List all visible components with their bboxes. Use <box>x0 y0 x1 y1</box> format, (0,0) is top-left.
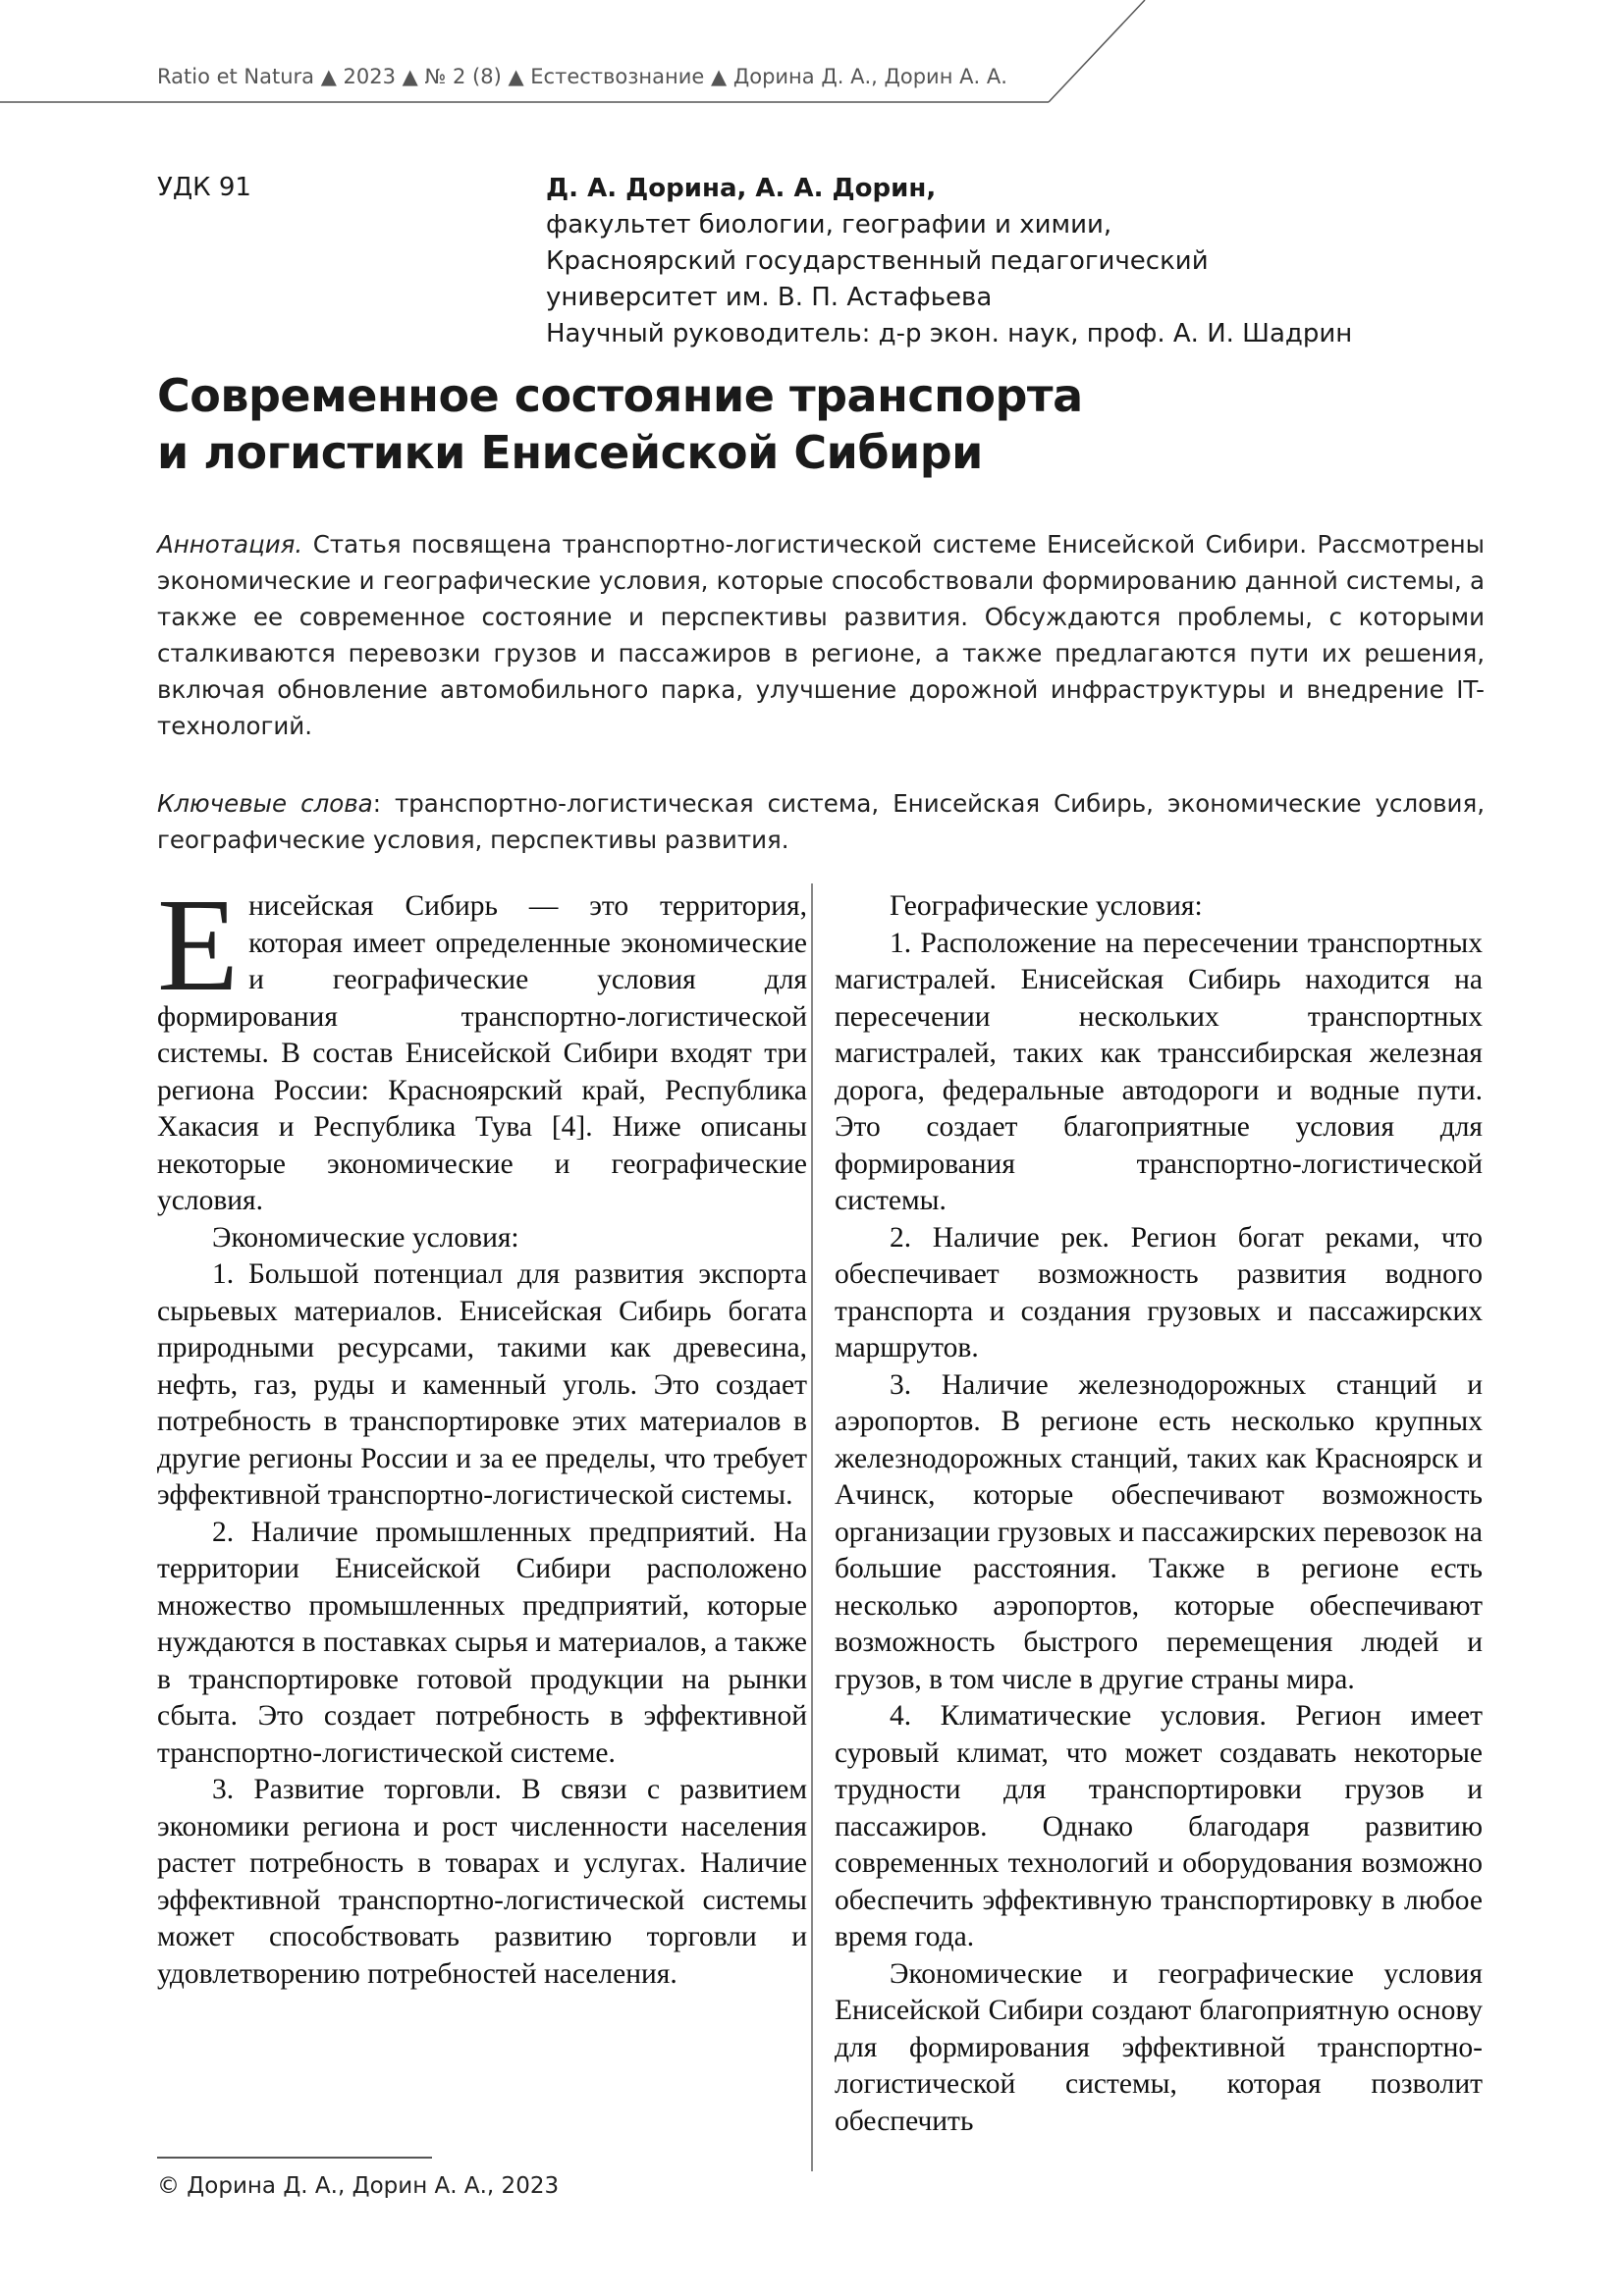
title-line: и логистики Енисейской Сибири <box>157 426 983 479</box>
body-paragraph: 3. Наличие железнодорожных станций и аэропортов. В регионе есть несколько крупных железнодорожных станций, таких как Красноярск и Ачинск, которые обеспечивают возможность организации грузовых и пассажирских перевозок на большие расстояния. Также в регионе есть несколько аэропортов, которые обеспечивают возможность быстрого перемещения людей и грузов, в том числе в другие страны мира. <box>835 1368 1483 1695</box>
drop-cap: Е <box>157 872 240 1019</box>
copyright-notice: © Дорина Д. А., Дорин А. А., 2023 <box>157 2173 560 2199</box>
column-divider <box>811 883 813 2171</box>
running-header: Ratio et Natura ▲ 2023 ▲ № 2 (8) ▲ Естествознание ▲ Дорина Д. А., Дорин А. А. <box>157 65 1007 88</box>
body-paragraph: Экономические и географические условия Енисейской Сибири создают благоприятную основу для формирования эффективной транспортно-логистической системы, которая позволит обеспечить <box>835 1957 1483 2137</box>
body-paragraph: 1. Расположение на пересечении транспортных магистралей. Енисейская Сибирь находится на пересечении нескольких транспортных магистралей, таких как транссибирская железная дорога, федеральные автодороги и водные пути. Это создает благоприятные условия для формирования транспортно-логистической системы. <box>835 927 1483 1216</box>
right-column <box>835 888 1483 2140</box>
header-rule <box>0 0 1624 118</box>
footnote-rule <box>157 2157 432 2159</box>
keywords-text: : транспортно-логистическая система, Енисейская Сибирь, экономические условия, географические условия, перспективы развития. <box>157 789 1485 854</box>
annotation-text: Статья посвящена транспортно-логистической системе Енисейской Сибири. Рассмотрены экономические и географические условия, которые способствовали формированию данной системы, а также ее современное состояние и перспективы развития. Обсуждаются проблемы, с которыми сталкиваются перевозки грузов и пассажиров в регионе, а также предлагаются пути их решения, включая обновление автомобильного парка, улучшение дорожной инфраструктуры и внедрение IT-технологий. <box>157 530 1485 740</box>
authors-block <box>546 171 1352 352</box>
body-paragraph: 2. Наличие промышленных предприятий. На территории Енисейской Сибири расположено множество промышленных предприятий, которые нуждаются в поставках сырья и материалов, а также в транспортировке готовой продукции на рынки сбыта. Это создает потребность в эффективной транспортно-логистической системе. <box>157 1516 807 1769</box>
article-title <box>157 367 1483 481</box>
left-column <box>157 872 807 1993</box>
affiliation-line: Красноярский государственный педагогический <box>546 246 1209 276</box>
annotation-label: Аннотация. <box>157 530 303 559</box>
title-line: Современное состояние транспорта <box>157 369 1083 422</box>
author-names: Д. А. Дорина, А. А. Дорин, <box>546 174 937 203</box>
body-paragraph: Енисейская Сибирь — это территория, которая имеет определенные экономические и географические условия для формирования транспортно-логистической системы. В состав Енисейской Сибири входят три региона России: Красноярский край, Республика Хакасия и Республика Тува [4]. Ниже описаны некоторые экономические и географические условия. <box>157 872 807 1216</box>
keywords <box>157 785 1485 858</box>
annotation <box>157 526 1485 744</box>
body-paragraph: 2. Наличие рек. Регион богат реками, что обеспечивает возможность развития водного транспорта и создания грузовых и пассажирских маршрутов. <box>835 1221 1483 1363</box>
body-paragraph: Географические условия: <box>890 890 1203 922</box>
keywords-label: Ключевые слова <box>157 789 373 818</box>
affiliation-line: факультет биологии, географии и химии, <box>546 210 1112 240</box>
body-paragraph: 4. Климатические условия. Регион имеет суровый климат, что может создавать некоторые трудности для транспортировки грузов и пассажиров. Однако благодаря развитию современных технологий и оборудования возможно обеспечить эффективную транспортировку в любое время года. <box>835 1700 1483 1952</box>
body-paragraph: 3. Развитие торговли. В связи с развитием экономики региона и рост численности населения растет потребность в товарах и услугах. Наличие эффективной транспортно-логистической системы может способствовать развитию торговли и удовлетворению потребностей населения. <box>157 1774 807 1990</box>
udk-code: УДК 91 <box>157 173 251 202</box>
body-paragraph: 1. Большой потенциал для развития экспорта сырьевых материалов. Енисейская Сибирь богата природными ресурсами, такими как древесина, нефть, газ, руды и каменный уголь. Это создает потребность в транспортировке этих материалов в другие регионы России и за ее пределы, что требует эффективной транспортно-логистической системы. <box>157 1258 807 1511</box>
affiliation-line: университет им. В. П. Астафьева <box>546 283 993 312</box>
supervisor-line: Научный руководитель: д-р экон. наук, проф. А. И. Шадрин <box>546 319 1353 348</box>
body-paragraph: Экономические условия: <box>212 1221 519 1254</box>
